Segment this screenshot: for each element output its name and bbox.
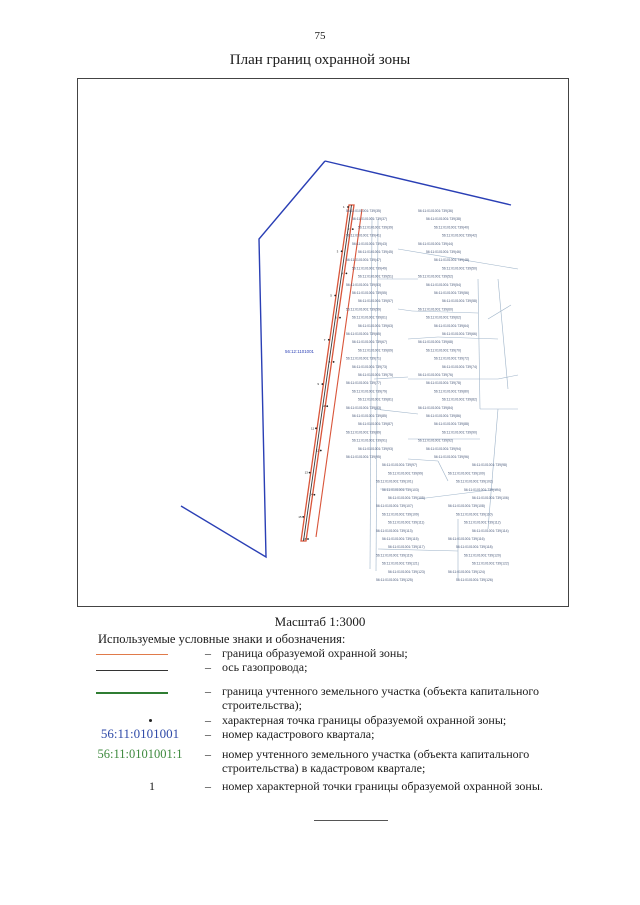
parcel-label: 56:11:0101001:739(99) bbox=[388, 471, 424, 476]
parcel-label: 56:11:0101001:739(57) bbox=[358, 299, 394, 304]
parcel-label: 56:11:0101001:739(53) bbox=[346, 282, 382, 287]
characteristic-point bbox=[315, 427, 317, 429]
parcel-label: 56:11:0101001:739(104) bbox=[464, 487, 501, 492]
point-number-label: 12 bbox=[315, 448, 320, 453]
cadastral-quarter-boundary-west bbox=[181, 161, 325, 557]
legend-text: номер учтенного земельного участка (объекта капитального строительства) в кадастровом квартале; bbox=[222, 747, 530, 775]
parcel-label: 56:11:0101001:739(63) bbox=[358, 323, 394, 328]
point-number-label: 10 bbox=[322, 404, 326, 409]
parcel-label: 56:11:0101001:739(78) bbox=[426, 381, 462, 386]
parcel-label: 56:11:0101001:739(84) bbox=[418, 405, 454, 410]
characteristic-point bbox=[320, 450, 322, 452]
parcel-label: 56:11:0101001:739(65) bbox=[346, 332, 382, 336]
parcel-label: 56:11:0101001:739(51) bbox=[358, 274, 394, 279]
parcel-label: 56:11:0101001:739(74) bbox=[442, 364, 478, 369]
characteristic-point bbox=[333, 361, 335, 363]
parcel-label: 56:11:0101001:739(81) bbox=[358, 397, 394, 402]
gas-pipeline-axis bbox=[304, 205, 352, 541]
parcel-label: 56:11:0101001:739(116) bbox=[448, 537, 485, 541]
parcel-label: 56:11:0101001:739(39) bbox=[358, 225, 394, 230]
parcel-label: 56:11:0101001:739(83) bbox=[346, 405, 382, 410]
quarter-number-label: 56:12:1101001 bbox=[285, 349, 314, 354]
parcel-label: 56:11:0101001:739(45) bbox=[358, 250, 394, 254]
map-frame bbox=[77, 78, 569, 607]
point-number-label: 5 bbox=[330, 293, 332, 298]
parcel-boundary-line bbox=[378, 549, 458, 551]
characteristic-point bbox=[339, 317, 341, 319]
parcel-label: 56:11:0101001:739(102) bbox=[456, 479, 493, 484]
parcel-label: 56:11:0101001:739(87) bbox=[358, 422, 394, 427]
footer-rule bbox=[314, 820, 388, 821]
parcel-label: 56:11:0101001:739(98) bbox=[472, 463, 508, 468]
parcel-label: 56:11:0101001:739(36) bbox=[418, 209, 454, 213]
parcel-boundary-line bbox=[498, 279, 508, 389]
parcel-label: 56:11:0101001:739(112) bbox=[464, 520, 501, 525]
orange-line-symbol bbox=[96, 654, 168, 655]
parcel-boundary-line bbox=[488, 305, 511, 319]
legend-item-gas-axis bbox=[84, 660, 604, 678]
parcel-label: 56:11:0101001:739(119) bbox=[376, 553, 413, 558]
characteristic-points bbox=[298, 205, 353, 541]
point-number-label: 1 bbox=[343, 205, 345, 209]
parcel-boundary-line bbox=[374, 377, 408, 379]
parcel-label: 56:11:0101001:739(48) bbox=[434, 258, 470, 263]
legend-item-parcel-number bbox=[84, 747, 604, 777]
characteristic-point bbox=[326, 405, 328, 407]
parcel-label: 56:11:0101001:739(58) bbox=[442, 299, 478, 304]
parcel-label: 56:11:0101001:739(77) bbox=[346, 381, 382, 386]
quarter-number-sample: 56:11:0101001 bbox=[100, 726, 180, 741]
legend-dash: – bbox=[205, 646, 211, 660]
parcel-label: 56:11:0101001:739(54) bbox=[426, 282, 462, 287]
parcel-label: 56:11:0101001:739(38) bbox=[426, 217, 462, 222]
legend-text: номер кадастрового квартала; bbox=[222, 727, 375, 741]
point-number-sample: 1 bbox=[149, 779, 155, 793]
parcel-label: 56:11:0101001:739(90) bbox=[442, 430, 478, 435]
parcel-label: 56:11:0101001:739(115) bbox=[382, 537, 419, 541]
parcel-label: 56:11:0101001:739(100) bbox=[448, 471, 485, 476]
parcel-label: 56:11:0101001:739(61) bbox=[352, 315, 388, 320]
parcel-label: 56:11:0101001:739(106) bbox=[472, 496, 509, 500]
parcel-label: 56:11:0101001:739(124) bbox=[448, 569, 485, 574]
parcel-boundary-line bbox=[438, 461, 448, 481]
parcel-label: 56:11:0101001:739(91) bbox=[352, 438, 388, 443]
parcel-label: 56:11:0101001:739(79) bbox=[352, 389, 388, 394]
parcel-label: 56:11:0101001:739(126) bbox=[456, 578, 493, 582]
legend-dash: – bbox=[205, 713, 211, 727]
parcel-label: 56:11:0101001:739(113) bbox=[376, 528, 413, 533]
parcel-label: 56:11:0101001:739(123) bbox=[388, 569, 425, 574]
parcel-label: 56:11:0101001:739(42) bbox=[442, 233, 478, 238]
legend-text: граница образуемой охранной зоны; bbox=[222, 646, 408, 660]
parcel-label: 56:11:0101001:739(80) bbox=[434, 389, 470, 394]
parcel-label: 56:11:0101001:739(89) bbox=[346, 430, 382, 435]
parcel-label: 56:11:0101001:739(82) bbox=[442, 397, 478, 402]
parcel-boundary-line bbox=[408, 459, 438, 461]
parcel-label: 56:11:0101001:739(76) bbox=[418, 373, 454, 377]
parcel-label: 56:11:0101001:739(72) bbox=[434, 356, 470, 361]
parcel-label: 56:11:0101001:739(41) bbox=[346, 233, 382, 238]
legend-item-parcel-boundary bbox=[84, 684, 604, 714]
parcel-label: 56:11:0101001:739(64) bbox=[434, 323, 470, 328]
point-number-label: 2 bbox=[347, 227, 350, 232]
parcel-label: 56:11:0101001:739(109) bbox=[382, 512, 419, 517]
parcel-label: 56:11:0101001:739(86) bbox=[426, 414, 462, 418]
parcel-label: 56:11:0101001:739(56) bbox=[434, 291, 470, 295]
characteristic-point bbox=[334, 295, 336, 297]
parcel-label: 56:11:0101001:739(59) bbox=[346, 307, 382, 312]
parcel-label: 56:11:0101001:739(92) bbox=[418, 438, 454, 443]
characteristic-point bbox=[341, 250, 343, 252]
parcel-label: 56:11:0101001:739(52) bbox=[418, 274, 454, 279]
parcel-number-sample: 56:11:0101001:1 bbox=[97, 747, 183, 761]
parcel-label: 56:11:0101001:739(88) bbox=[434, 422, 470, 427]
parcel-label: 56:11:0101001:739(62) bbox=[426, 315, 462, 320]
point-number-label: 4 bbox=[341, 271, 344, 276]
legend-dash: – bbox=[205, 660, 211, 674]
parcel-label: 56:11:0101001:739(125) bbox=[376, 578, 413, 582]
parcel-label: 56:11:0101001:739(107) bbox=[376, 504, 413, 509]
green-line-symbol bbox=[96, 692, 168, 694]
page-title: План границ охранной зоны bbox=[229, 52, 411, 68]
parcel-label: 56:11:0101001:739(69) bbox=[358, 348, 394, 353]
parcel-label: 56:11:0101001:739(96) bbox=[434, 455, 470, 459]
parcel-label: 56:11:0101001:739(73) bbox=[352, 364, 388, 369]
characteristic-point bbox=[322, 383, 324, 385]
protection-zone bbox=[301, 205, 362, 541]
characteristic-point bbox=[314, 494, 316, 496]
parcel-label: 56:11:0101001:739(120) bbox=[464, 553, 501, 558]
parcel-label: 56:11:0101001:739(93) bbox=[358, 446, 394, 451]
parcel-label: 56:11:0101001:739(67) bbox=[352, 340, 388, 345]
parcel-label: 56:11:0101001:739(95) bbox=[346, 455, 382, 459]
parcel-label: 56:11:0101001:739(105) bbox=[388, 496, 425, 500]
scale-label: Масштаб 1:3000 bbox=[274, 614, 366, 629]
characteristic-point bbox=[302, 516, 304, 518]
characteristic-point bbox=[309, 472, 311, 474]
parcel-boundary-line bbox=[398, 309, 412, 311]
legend-text: номер характерной точки границы образуемой охранной зоны. bbox=[222, 779, 543, 793]
parcel-label: 56:11:0101001:739(46) bbox=[426, 250, 462, 254]
cadastral-quarter-boundary bbox=[325, 161, 511, 205]
parcel-label: 56:11:0101001:739(101) bbox=[376, 479, 413, 484]
point-number-label: 14 bbox=[309, 492, 313, 497]
parcel-label: 56:11:0101001:739(94) bbox=[426, 446, 462, 451]
parcel-label: 56:11:0101001:739(75) bbox=[358, 373, 394, 377]
point-number-label: 6 bbox=[335, 315, 337, 320]
parcel-label: 56:11:0101001:739(35) bbox=[346, 209, 382, 213]
point-symbol bbox=[149, 719, 152, 722]
parcel-label: 56:11:0101001:739(111) bbox=[388, 520, 425, 525]
parcel-label: 56:11:0101001:739(49) bbox=[352, 266, 388, 271]
dark-line-symbol bbox=[96, 670, 168, 671]
parcel-boundary-line bbox=[376, 219, 378, 571]
point-number-label: 7 bbox=[323, 337, 326, 342]
legend-dash: – bbox=[205, 684, 211, 698]
legend-text: характерная точка границы образуемой охранной зоны; bbox=[222, 713, 507, 727]
parcel-label: 56:11:0101001:739(85) bbox=[352, 414, 388, 418]
legend-heading: Используемые условные знаки и обозначения: bbox=[98, 632, 346, 646]
legend-text: граница учтенного земельного участка (объекта капитального строительства); bbox=[222, 684, 540, 712]
legend-dash: – bbox=[205, 779, 211, 793]
point-number-label: 8 bbox=[328, 359, 331, 364]
point-number-label: 13 bbox=[304, 470, 308, 475]
parcel-label: 56:11:0101001:739(47) bbox=[346, 258, 382, 263]
legend-dash: – bbox=[205, 747, 211, 761]
parcel-label: 56:11:0101001:739(40) bbox=[434, 225, 470, 230]
legend-dash: – bbox=[205, 727, 211, 741]
point-number-label: 15 bbox=[298, 514, 302, 519]
parcel-label: 56:11:0101001:739(44) bbox=[418, 241, 454, 246]
parcel-boundary-line bbox=[498, 375, 518, 379]
parcel-label: 56:11:0101001:739(60) bbox=[418, 307, 454, 312]
parcel-label: 56:11:0101001:739(66) bbox=[442, 332, 478, 336]
point-number-label: 16 bbox=[303, 537, 307, 541]
cadastral-map bbox=[78, 79, 568, 606]
parcel-label: 56:11:0101001:739(50) bbox=[442, 266, 478, 271]
parcel-label: 56:11:0101001:739(103) bbox=[382, 487, 419, 492]
parcel-boundary-line bbox=[408, 337, 438, 339]
parcel-label: 56:11:0101001:739(108) bbox=[448, 504, 485, 509]
characteristic-point bbox=[307, 538, 309, 540]
parcel-label: 56:11:0101001:739(43) bbox=[352, 241, 388, 246]
parcel-label: 56:11:0101001:739(114) bbox=[472, 528, 509, 533]
legend-item-quarter-number bbox=[84, 727, 604, 743]
parcel-label: 56:11:0101001:739(117) bbox=[388, 545, 425, 550]
point-number-label: 11 bbox=[311, 426, 315, 431]
parcel-label: 56:11:0101001:739(97) bbox=[382, 463, 418, 468]
legend-text: ось газопровода; bbox=[222, 660, 308, 674]
parcel-label: 56:11:0101001:739(110) bbox=[456, 512, 493, 517]
characteristic-point bbox=[346, 273, 348, 275]
parcel-label: 56:11:0101001:739(118) bbox=[456, 545, 493, 550]
parcel-boundary-line bbox=[478, 279, 480, 409]
page-number: 75 bbox=[314, 30, 326, 42]
characteristic-point bbox=[347, 206, 349, 208]
parcel-label: 56:11:0101001:739(37) bbox=[352, 217, 388, 222]
point-number-label: 9 bbox=[317, 382, 320, 387]
parcel-label: 56:11:0101001:739(71) bbox=[346, 356, 382, 361]
characteristic-point bbox=[328, 339, 330, 341]
parcel-label: 56:11:0101001:739(70) bbox=[426, 348, 462, 353]
parcel-boundary-line bbox=[488, 409, 498, 529]
parcel-label: 56:11:0101001:739(121) bbox=[382, 561, 419, 566]
point-number-label: 3 bbox=[336, 249, 339, 254]
parcel-boundary-line bbox=[438, 337, 498, 339]
parcel-label: 56:11:0101001:739(68) bbox=[418, 340, 454, 345]
legend-item-point-number bbox=[84, 779, 604, 795]
parcel-label: 56:11:0101001:739(55) bbox=[352, 291, 388, 295]
characteristic-point bbox=[352, 228, 354, 230]
parcel-label: 56:11:0101001:739(122) bbox=[472, 561, 509, 566]
